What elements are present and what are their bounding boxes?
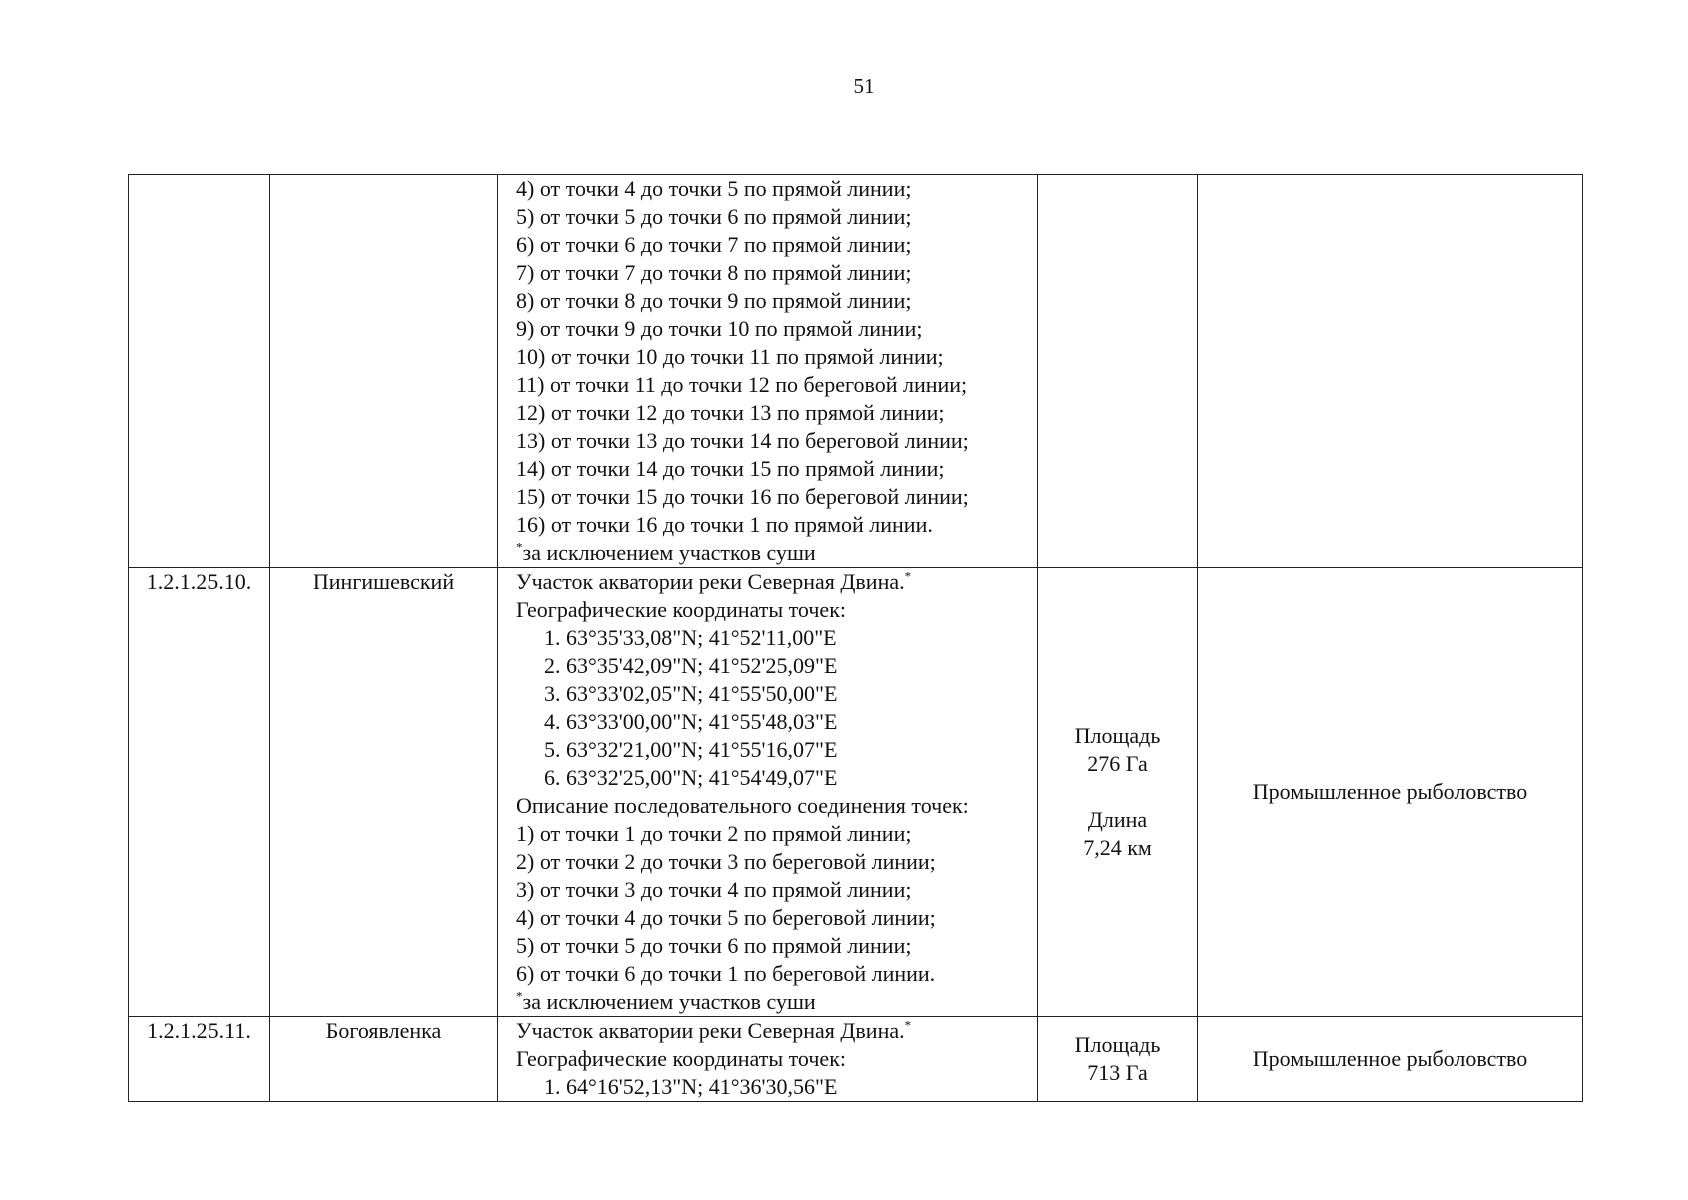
link-line: 12) от точки 12 до точки 13 по прямой линии;: [516, 400, 945, 425]
area-code: [129, 175, 270, 568]
link-line: 6) от точки 6 до точки 7 по прямой линии;: [516, 232, 912, 257]
link-line: 9) от точки 9 до точки 10 по прямой линии;: [516, 316, 923, 341]
coordinate-point: 1. 63°35'33,08"N; 41°52'11,00"E: [544, 625, 837, 650]
table-row: [129, 1017, 1583, 1102]
coords-title: Географические координаты точек:: [516, 597, 846, 622]
area-name: Богоявленка: [270, 1017, 498, 1102]
link-line: 5) от точки 5 до точки 6 по прямой линии;: [516, 933, 912, 958]
description-header: Участок акватории реки Северная Двина.*: [516, 568, 912, 594]
coordinate-point: 3. 63°33'02,05"N; 41°55'50,00"E: [544, 681, 838, 706]
area-metrics: [1038, 175, 1198, 568]
links-title: Описание последовательного соединения точек:: [516, 793, 969, 818]
area-name: [270, 175, 498, 568]
link-line: 11) от точки 11 до точки 12 по береговой линии;: [516, 372, 968, 397]
footnote: *за исключением участков суши: [516, 539, 816, 565]
description-header: Участок акватории реки Северная Двина.*: [516, 1017, 912, 1043]
area-description: [498, 1017, 1038, 1102]
area-value: 713 Га: [1087, 1060, 1148, 1085]
area-description: [498, 568, 1038, 1017]
coordinate-point: 1. 64°16'52,13"N; 41°36'30,56"E: [544, 1074, 838, 1099]
link-line: 6) от точки 6 до точки 1 по береговой линии.: [516, 961, 936, 986]
fishing-areas-table: [128, 174, 1583, 1102]
table-row: [129, 175, 1583, 568]
link-line: 2) от точки 2 до точки 3 по береговой линии;: [516, 849, 936, 874]
link-line: 3) от точки 3 до точки 4 по прямой линии;: [516, 877, 912, 902]
link-line: 16) от точки 16 до точки 1 по прямой линии.: [516, 512, 933, 537]
area-description: [498, 175, 1038, 568]
area-value: 276 Га: [1087, 751, 1148, 776]
link-line: 8) от точки 8 до точки 9 по прямой линии;: [516, 288, 912, 313]
link-line: 4) от точки 4 до точки 5 по береговой линии;: [516, 905, 936, 930]
area-metrics: [1038, 1017, 1198, 1102]
link-line: 5) от точки 5 до точки 6 по прямой линии;: [516, 204, 912, 229]
link-line: 1) от точки 1 до точки 2 по прямой линии;: [516, 821, 912, 846]
coordinate-point: 2. 63°35'42,09"N; 41°52'25,09"E: [544, 653, 838, 678]
link-line: 7) от точки 7 до точки 8 по прямой линии;: [516, 260, 912, 285]
page-number: 51: [853, 74, 875, 98]
area-name: Пингишевский: [270, 568, 498, 1017]
table-row: [129, 568, 1583, 1017]
coordinate-point: 4. 63°33'00,00"N; 41°55'48,03"E: [544, 709, 838, 734]
area-metrics: [1038, 568, 1198, 1017]
link-line: 15) от точки 15 до точки 16 по береговой линии;: [516, 484, 969, 509]
link-line: 13) от точки 13 до точки 14 по береговой линии;: [516, 428, 969, 453]
coordinate-point: 5. 63°32'21,00"N; 41°55'16,07"E: [544, 737, 838, 762]
footnote: *за исключением участков суши: [516, 988, 816, 1014]
link-line: 4) от точки 4 до точки 5 по прямой линии;: [516, 176, 912, 201]
length-label: Длина: [1087, 807, 1148, 832]
area-usage: Промышленное рыболовство: [1198, 568, 1583, 1017]
link-line: 14) от точки 14 до точки 15 по прямой линии;: [516, 456, 945, 481]
area-usage: Промышленное рыболовство: [1198, 1017, 1583, 1102]
area-label: Площадь: [1074, 723, 1161, 748]
length-value: 7,24 км: [1083, 835, 1152, 860]
area-code: 1.2.1.25.11.: [129, 1017, 270, 1102]
coords-title: Географические координаты точек:: [516, 1046, 846, 1071]
coordinate-point: 6. 63°32'25,00"N; 41°54'49,07"E: [544, 765, 838, 790]
area-code: 1.2.1.25.10.: [129, 568, 270, 1017]
area-usage: [1198, 175, 1583, 568]
area-label: Площадь: [1074, 1032, 1161, 1057]
link-line: 10) от точки 10 до точки 11 по прямой линии;: [516, 344, 944, 369]
